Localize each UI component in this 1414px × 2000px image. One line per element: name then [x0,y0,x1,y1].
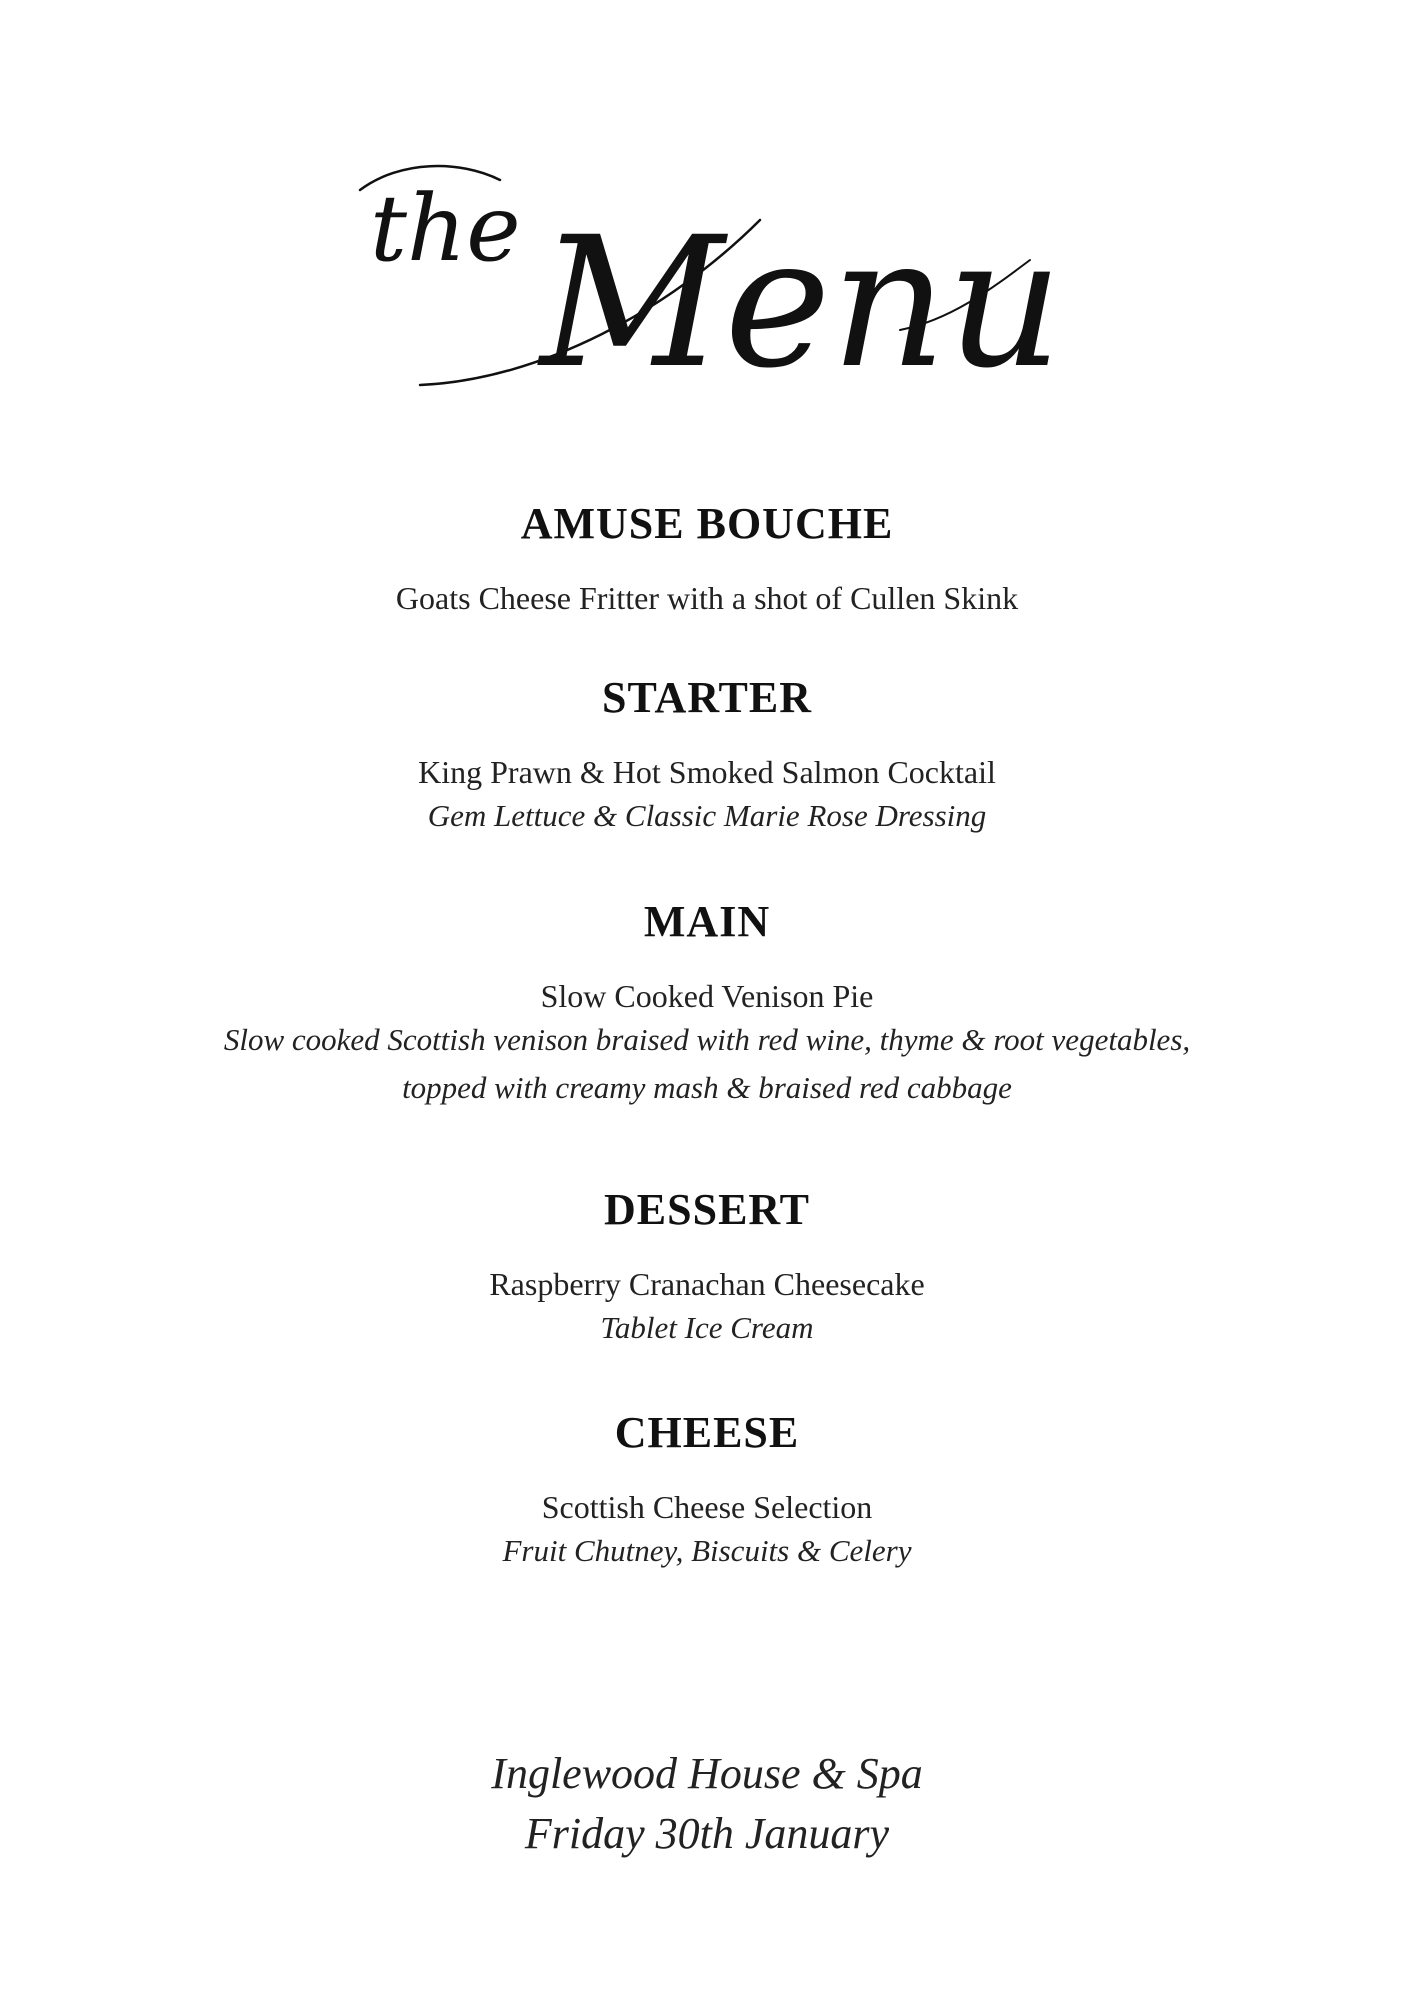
course-dish: King Prawn & Hot Smoked Salmon Cocktail [418,754,996,790]
menu-title [340,150,1063,450]
course-dish: Raspberry Cranachan Cheesecake [489,1266,925,1302]
course-amuse-bouche [0,498,1414,618]
venue-name: Inglewood House & Spa [491,1749,923,1798]
menu-footer [0,1744,1414,1864]
course-main [0,896,1414,1112]
course-description: Fruit Chutney, Biscuits & Celery [502,1533,912,1568]
course-description: topped with creamy mash & braised red cabbage [402,1070,1012,1105]
course-cheese [0,1407,1414,1575]
event-date: Friday 30th January [524,1809,890,1858]
course-description: Tablet Ice Cream [600,1310,814,1345]
title-menu: Menu [540,199,1063,408]
course-dish: Slow Cooked Venison Pie [540,978,874,1014]
course-starter [0,672,1414,840]
course-heading: STARTER [601,673,813,722]
course-heading: AMUSE BOUCHE [520,499,894,548]
course-description: Slow cooked Scottish venison braised with red wine, thyme & root vegetables, [223,1022,1191,1057]
course-dish: Scottish Cheese Selection [541,1489,873,1525]
course-dessert [0,1184,1414,1352]
course-heading: MAIN [643,897,771,946]
title-the: the [370,175,521,282]
course-heading: DESSERT [604,1185,810,1234]
course-heading: CHEESE [614,1408,800,1457]
menu-title-script [340,150,1063,450]
course-dish: Goats Cheese Fritter with a shot of Cullen Skink [395,580,1019,616]
course-description: Gem Lettuce & Classic Marie Rose Dressing [427,798,987,833]
